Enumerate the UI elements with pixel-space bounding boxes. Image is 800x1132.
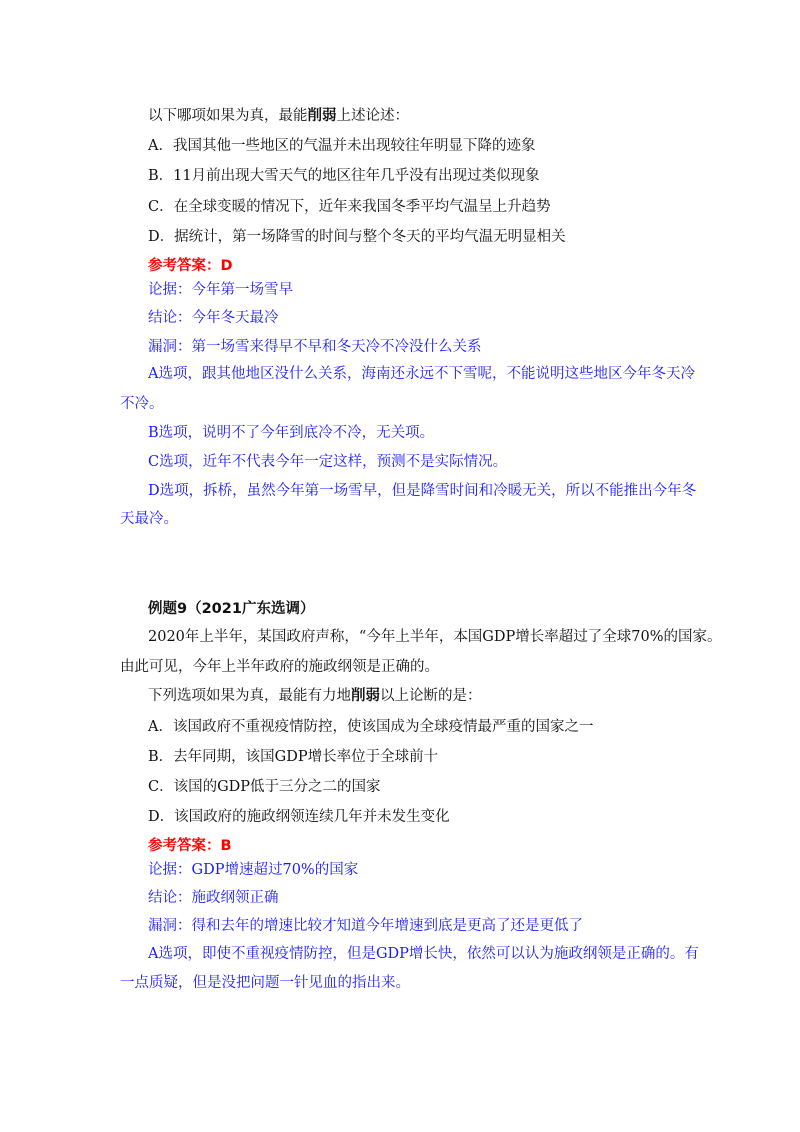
option-c-2: C．该国的GDP低于三分之二的国家 bbox=[148, 779, 381, 795]
analysis-a-line1-1: A选项，跟其他地区没什么关系，海南还永远不下雪呢，不能说明这些地区今年冬天冷 bbox=[148, 366, 695, 382]
emphasis-weaken: 削弱 bbox=[351, 688, 380, 704]
stem-line1-2: 2020年上半年，某国政府声称，“今年上半年，本国GDP增长率超过了全球70%的国家。 bbox=[148, 629, 722, 645]
option-a-1: A．我国其他一些地区的气温并未出现较往年明显下降的迹象 bbox=[148, 138, 536, 154]
analysis-d-line1-1: D选项，拆桥，虽然今年第一场雪早，但是降雪时间和冷暖无关，所以不能推出今年冬 bbox=[148, 483, 697, 499]
option-a-2: A．该国政府不重视疫情防控，使该国成为全球疫情最严重的国家之一 bbox=[148, 719, 594, 735]
analysis-argument-1: 论据：今年第一场雪早 bbox=[148, 282, 293, 298]
stem-line2-2: 由此可见，今年上半年政府的施政纲领是正确的。 bbox=[120, 659, 439, 675]
answer-2: 参考答案：B bbox=[148, 838, 232, 854]
analysis-gap-1: 漏洞：第一场雪来得早不早和冬天冷不冷没什么关系 bbox=[148, 339, 482, 355]
analysis-argument-2: 论据：GDP增速超过70%的国家 bbox=[148, 862, 359, 878]
option-b-1: B．11月前出现大雪天气的地区往年几乎没有出现过类似现象 bbox=[148, 168, 540, 184]
question-stem-1: 以下哪项如果为真，最能削弱上述论述： bbox=[148, 108, 409, 124]
analysis-gap-2: 漏洞：得和去年的增速比较才知道今年增速到底是更高了还是更低了 bbox=[148, 918, 583, 934]
option-c-1: C．在全球变暖的情况下，近年来我国冬季平均气温呈上升趋势 bbox=[148, 199, 551, 215]
option-d-2: D．该国政府的施政纲领连续几年并未发生变化 bbox=[148, 809, 450, 825]
analysis-d-line2-1: 天最冷。 bbox=[120, 511, 178, 527]
analysis-a-line1-2: A选项，即使不重视疫情防控，但是GDP增长快，依然可以认为施政纲领是正确的。有 bbox=[148, 946, 699, 962]
analysis-conclusion-2: 结论：施政纲领正确 bbox=[148, 890, 279, 906]
emphasis-weaken: 削弱 bbox=[307, 108, 337, 124]
question-stem-2: 下列选项如果为真，最能有力地削弱以上论断的是： bbox=[148, 688, 482, 704]
option-d-1: D．据统计，第一场降雪的时间与整个冬天的平均气温无明显相关 bbox=[148, 229, 566, 245]
analysis-a-line2-2: 一点质疑，但是没把问题一针见血的指出来。 bbox=[120, 975, 410, 991]
example-title-2: 例题9（2021广东选调） bbox=[148, 601, 315, 617]
analysis-conclusion-1: 结论：今年冬天最冷 bbox=[148, 310, 279, 326]
analysis-a-line2-1: 不冷。 bbox=[120, 396, 164, 412]
answer-1: 参考答案：D bbox=[148, 258, 233, 274]
option-b-2: B．去年同期，该国GDP增长率位于全球前十 bbox=[148, 749, 439, 765]
analysis-b-1: B选项，说明不了今年到底冷不冷，无关项。 bbox=[148, 425, 435, 441]
analysis-c-1: C选项，近年不代表今年一定这样，预测不是实际情况。 bbox=[148, 454, 508, 470]
